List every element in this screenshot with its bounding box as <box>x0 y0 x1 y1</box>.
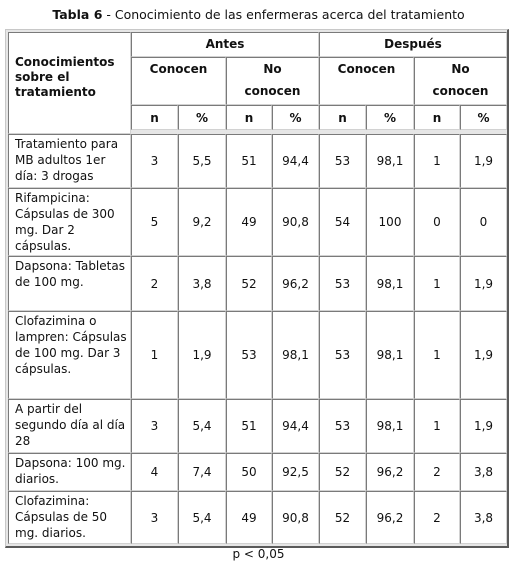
table-cell: 51 <box>226 134 272 188</box>
subgroup-header-no-conocen <box>226 57 319 105</box>
subgroup-label: No conocen <box>244 62 301 98</box>
table-cell: 51 <box>226 399 272 453</box>
table-cell: 5,4 <box>178 491 226 544</box>
table-caption <box>0 6 517 24</box>
table-cell: 98,1 <box>366 311 414 399</box>
table-cell: 53 <box>319 399 366 453</box>
data-table <box>5 29 509 548</box>
column-header-percent: % <box>460 105 507 130</box>
table-cell: 1 <box>414 311 460 399</box>
table-cell: 96,2 <box>366 453 414 491</box>
row-label: A partir del segundo día al día 28 <box>8 399 131 453</box>
table-cell: 100 <box>366 188 414 256</box>
table-cell: 53 <box>319 256 366 311</box>
table-cell: 49 <box>226 188 272 256</box>
subgroup-header-conocen: Conocen <box>319 57 414 105</box>
table-cell: 9,2 <box>178 188 226 256</box>
row-label: Clofazimina o lampren: Cápsulas de 100 mg. Dar 3 cápsulas. <box>8 311 131 399</box>
table-cell: 1,9 <box>178 311 226 399</box>
table-cell: 0 <box>414 188 460 256</box>
footnote: p < 0,05 <box>232 547 285 561</box>
column-header-n: n <box>131 105 178 130</box>
table-cell: 54 <box>319 188 366 256</box>
table-cell: 49 <box>226 491 272 544</box>
table-cell: 5,5 <box>178 134 226 188</box>
column-header-n: n <box>319 105 366 130</box>
table-cell: 98,1 <box>366 399 414 453</box>
table-cell: 98,1 <box>272 311 319 399</box>
table-cell: 1 <box>414 256 460 311</box>
table-cell: 96,2 <box>272 256 319 311</box>
table-cell: 3,8 <box>460 491 507 544</box>
table-cell: 3 <box>131 491 178 544</box>
table-cell: 1,9 <box>460 399 507 453</box>
table-cell: 1 <box>414 134 460 188</box>
row-label: Dapsona: 100 mg. diarios. <box>8 453 131 491</box>
table-cell: 52 <box>319 453 366 491</box>
table-cell: 1,9 <box>460 134 507 188</box>
column-header-percent: % <box>178 105 226 130</box>
table-cell: 53 <box>319 311 366 399</box>
table-cell: 2 <box>414 453 460 491</box>
table-cell: 5,4 <box>178 399 226 453</box>
table-cell: 50 <box>226 453 272 491</box>
table-cell: 1,9 <box>460 311 507 399</box>
group-header-antes: Antes <box>131 32 319 57</box>
table-number: Tabla 6 <box>52 7 103 22</box>
subgroup-header-no-conocen <box>414 57 507 105</box>
table-cell: 92,5 <box>272 453 319 491</box>
column-header-percent: % <box>272 105 319 130</box>
table-cell: 53 <box>319 134 366 188</box>
table-cell: 94,4 <box>272 134 319 188</box>
table-cell: 2 <box>131 256 178 311</box>
group-header-despues: Después <box>319 32 507 57</box>
row-label: Tratamiento para MB adultos 1er día: 3 drogas <box>8 134 131 188</box>
table-cell: 94,4 <box>272 399 319 453</box>
subgroup-label: No conocen <box>432 62 489 98</box>
table-cell: 96,2 <box>366 491 414 544</box>
column-header-n: n <box>226 105 272 130</box>
table-cell: 5 <box>131 188 178 256</box>
subgroup-header-conocen: Conocen <box>131 57 226 105</box>
table-cell: 1 <box>131 311 178 399</box>
table-cell: 98,1 <box>366 256 414 311</box>
table-cell: 3 <box>131 399 178 453</box>
column-header-n: n <box>414 105 460 130</box>
table-cell: 98,1 <box>366 134 414 188</box>
table-cell: 3,8 <box>460 453 507 491</box>
table-cell: 90,8 <box>272 491 319 544</box>
table-cell: 90,8 <box>272 188 319 256</box>
row-label: Clofazimina: Cápsulas de 50 mg. diarios. <box>8 491 131 544</box>
table-cell: 52 <box>319 491 366 544</box>
table-cell: 53 <box>226 311 272 399</box>
table-cell: 4 <box>131 453 178 491</box>
row-label-header: Conocimientos sobre el tratamiento <box>8 32 131 134</box>
row-label: Rifampicina: Cápsulas de 300 mg. Dar 2 cápsulas. <box>8 188 131 256</box>
table-cell: 1 <box>414 399 460 453</box>
column-header-percent: % <box>366 105 414 130</box>
table-cell: 7,4 <box>178 453 226 491</box>
table-cell: 52 <box>226 256 272 311</box>
row-label: Dapsona: Tabletas de 100 mg. <box>8 256 131 311</box>
table-cell: 3,8 <box>178 256 226 311</box>
table-title: - Conocimiento de las enfermeras acerca del tratamiento <box>102 7 465 22</box>
table-cell: 3 <box>131 134 178 188</box>
table-cell: 2 <box>414 491 460 544</box>
table-cell: 0 <box>460 188 507 256</box>
table-cell: 1,9 <box>460 256 507 311</box>
